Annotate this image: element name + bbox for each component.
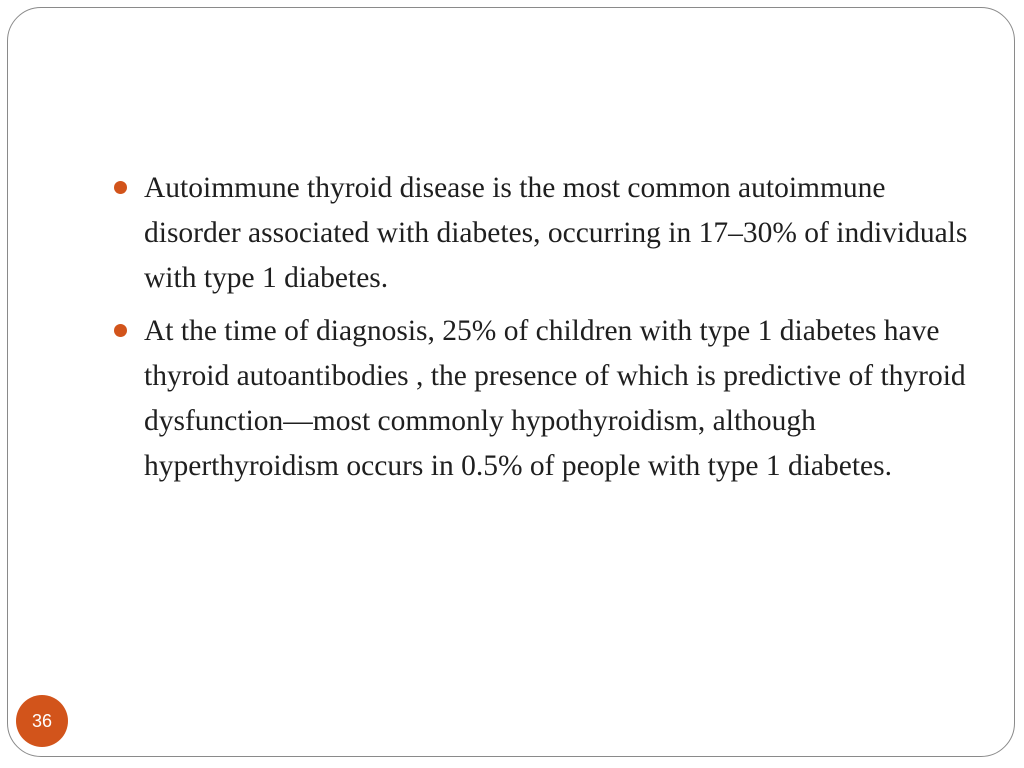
bullet-item [112,309,972,489]
page-number-badge [16,695,68,747]
page-number: 36 [31,710,53,731]
bullet-text: Autoimmune thyroid disease is the most common autoimmune disorder associated with diabetes, occurring in 17–30% of individuals with type 1 diabetes. [144,172,968,294]
bullet-dot-icon [114,324,127,337]
bullet-dot-icon [114,181,127,194]
bullet-text: At the time of diagnosis, 25% of children with type 1 diabetes have thyroid autoantibodies , the presence of which is predictive of thyroid dysfunction—most commonly hypothyroidism, although hyperthyroidism occurs in 0.5% of people with type 1 diabetes. [144,315,966,482]
bullet-item [112,166,972,301]
bullet-list [112,166,972,497]
